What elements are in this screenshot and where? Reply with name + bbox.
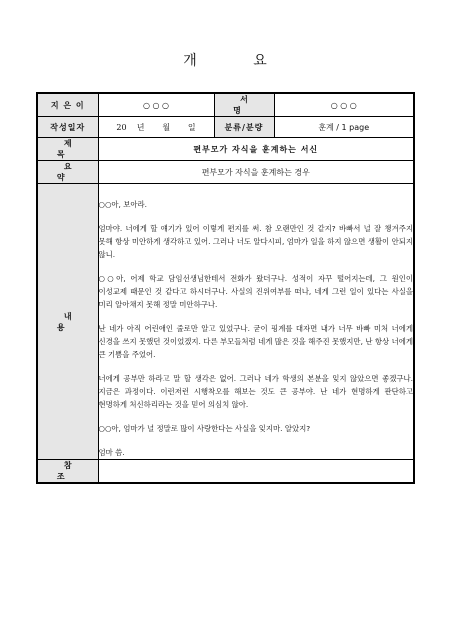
letter-paragraph: 너에게 공부만 하라고 말 할 생각은 없어. 그러나 네가 학생의 본분을 잊지 않았으면 좋겠구나. 지금은 과정이다. 이런저런 시행착오를 해보는 것도 큰 공부야. 난 네가 현명하게 판단하고 현명하게 처신하리라는 것을 믿어 의심치 않아. xyxy=(98,374,413,409)
content-label: 내 용 xyxy=(37,184,98,460)
author-label: 지 은 이 xyxy=(37,93,98,117)
subject-label: 제 목 xyxy=(37,138,98,161)
letter-paragraph: ○○아, 어제 학교 담임선생님한테서 전화가 왔더구나. 성적이 자꾸 떨어지는데, 그 원인이 이성교제 때문인 것 같다고 하시더구나. 사실의 진위여부를 떠나, 네게 그런 일이 있다는 사실을 미리 알아채지 못해 정말 미안하구나. xyxy=(98,274,413,309)
reference-row xyxy=(37,460,414,484)
date-label: 작성일자 xyxy=(37,117,98,138)
letter-paragraph: 난 네가 아직 어린애인 줄로만 알고 있었구나. 굳이 핑계를 대자면 내가 너무 바빠 미처 너에게 신경을 쓰지 못했던 것이었겠지. 다른 부모들처럼 네게 많은 것을 해주진 못했지만, 난 항상 너에게 큰 기쁨을 주었어. xyxy=(98,324,413,359)
reference-value xyxy=(98,460,414,484)
date-row xyxy=(37,117,414,138)
date-month-unit: 월 xyxy=(162,122,171,132)
letter-closing: ○○아, 엄마가 널 정말로 많이 사랑한다는 사실을 잊지마. 알았지? xyxy=(98,424,311,433)
summary-row xyxy=(37,161,414,184)
category-label: 분류/분량 xyxy=(214,117,274,138)
date-year: 20 xyxy=(116,122,127,132)
author-row xyxy=(37,93,414,117)
letter-paragraph: 엄마야. 너에게 할 얘기가 있어 이렇게 편지를 써. 참 오랜만인 것 같지? 바빠서 널 잘 챙겨주지 못해 항상 미안하게 생각하고 있어. 그러나 너도 알다시피, 엄마가 일을 하지 않으면 생활이 안되지 않니. xyxy=(98,224,413,259)
document-summary-table xyxy=(36,92,415,484)
content-body xyxy=(98,184,414,460)
summary-value: 편부모가 자식을 훈계하는 경우 xyxy=(98,161,414,184)
page-title: 개 요 xyxy=(183,53,293,69)
letter-signature: 엄마 씀. xyxy=(98,448,125,457)
date-day-unit: 일 xyxy=(187,122,196,132)
category-value: 훈계 / 1 page xyxy=(274,117,414,138)
subject-row xyxy=(37,138,414,161)
reference-label: 참 조 xyxy=(37,460,98,484)
date-year-unit: 년 xyxy=(136,122,145,132)
recipient-value: ○ ○ ○ xyxy=(274,93,414,117)
content-row xyxy=(37,184,414,460)
author-value: ○ ○ ○ xyxy=(98,93,214,117)
letter-greeting: ○○아, 보아라. xyxy=(98,200,148,209)
date-value xyxy=(98,117,214,138)
subject-value: 편부모가 자식을 훈계하는 서신 xyxy=(98,138,414,161)
summary-label: 요 약 xyxy=(37,161,98,184)
recipient-label: 서 명 xyxy=(214,93,274,117)
